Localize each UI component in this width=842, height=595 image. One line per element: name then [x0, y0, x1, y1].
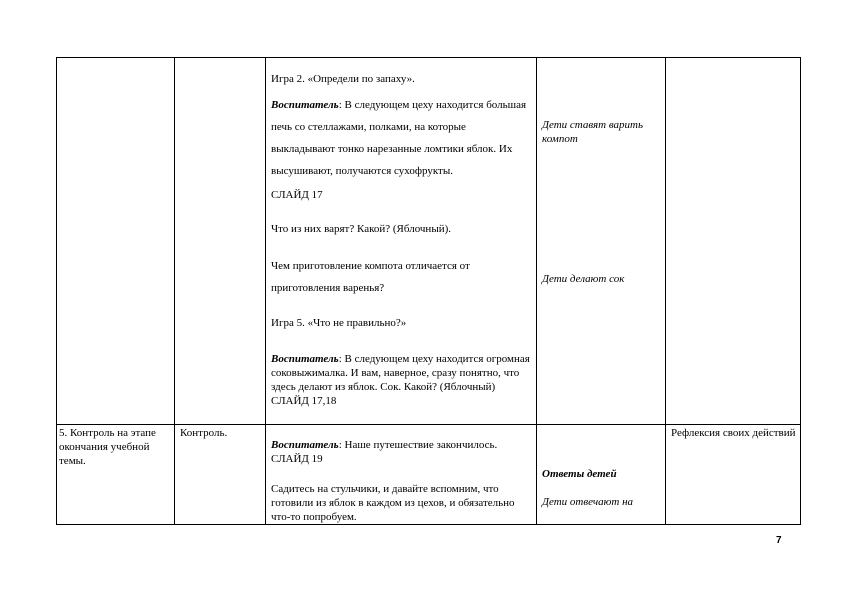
result-text: Рефлексия своих действий — [671, 427, 796, 439]
slide-17-label: СЛАЙД 17 — [271, 189, 323, 201]
teacher-text: : В следующем цеху находится большая печь со стеллажами, полками, на которые выкладывают тонко нарезанные ломтики яблок. Их высушивают, получаются сухофрукты. — [271, 99, 527, 177]
teacher-paragraph-2 — [271, 352, 532, 408]
cell-teacher-activity — [266, 425, 537, 525]
teacher-paragraph-3 — [271, 438, 532, 466]
cell-stage — [57, 58, 175, 425]
cell-stage — [57, 425, 175, 525]
stage-text: 5. Контроль на этапе окончания учебной темы. — [59, 427, 156, 467]
teacher-paragraph-1 — [271, 94, 532, 182]
cell-result — [666, 58, 801, 425]
question-compote: Чем приготовление компота отличается от приготовления варенья? — [271, 260, 470, 294]
page-number: 7 — [776, 535, 782, 546]
cell-children-activity — [537, 425, 666, 525]
children-juice-text: Дети делают сок — [542, 273, 625, 285]
cell-method — [175, 425, 266, 525]
teacher-text: : Наше путешествие закончилось. СЛАЙД 19 — [271, 439, 498, 465]
cell-method — [175, 58, 266, 425]
teacher-label: Воспитатель — [271, 439, 339, 451]
method-text: Контроль. — [180, 427, 228, 439]
teacher-label: Воспитатель — [271, 353, 339, 365]
children-compote-text: Дети ставят варить компот — [542, 119, 643, 145]
cell-result — [666, 425, 801, 525]
question-jam: Что из них варят? Какой? (Яблочный). — [271, 223, 452, 235]
teacher-paragraph-4: Садитесь на стульчики, и давайте вспомним, что готовили из яблок в каждом из цехов, и обязательно что-то попробуем. — [271, 483, 515, 523]
lesson-table — [56, 57, 801, 525]
cell-children-activity — [537, 58, 666, 425]
teacher-label: Воспитатель — [271, 99, 339, 111]
game-2-title: Игра 2. «Определи по запаху». — [271, 73, 415, 85]
table-row — [57, 58, 801, 425]
children-answers-heading: Ответы детей — [542, 468, 617, 480]
table-row — [57, 425, 801, 525]
children-answer-text: Дети отвечают на — [542, 496, 634, 508]
teacher-text: : В следующем цеху находится огромная соковыжималка. И вам, наверное, сразу понятно, что здесь делают из яблок. Сок. Какой? (Яблочный) СЛАЙД 17,18 — [271, 353, 530, 407]
game-5-title: Игра 5. «Что не правильно?» — [271, 317, 407, 329]
cell-teacher-activity — [266, 58, 537, 425]
